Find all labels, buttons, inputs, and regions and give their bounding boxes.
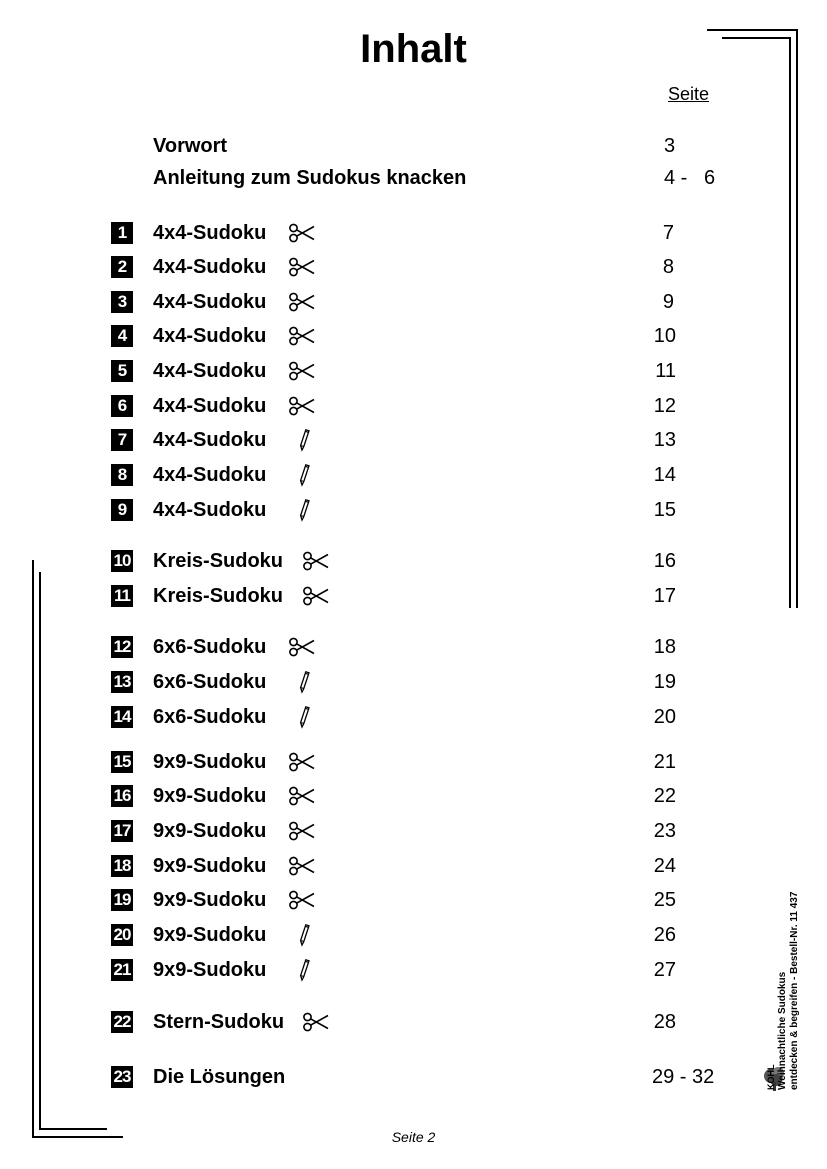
pencil-icon [288, 427, 316, 453]
page-title: Inhalt [360, 27, 467, 71]
toc-page: 11 [655, 360, 676, 382]
chapter-number-badge: 2 [111, 256, 133, 278]
toc-page: 12 [653, 395, 676, 417]
toc-page: 13 [653, 429, 676, 451]
toc-page: 28 [653, 1011, 676, 1033]
scissors-icon [302, 548, 330, 574]
toc-label: 6x6-Sudoku [153, 706, 267, 728]
pencil-icon [288, 497, 316, 523]
pencil-icon [288, 922, 316, 948]
toc-page: 27 [653, 959, 676, 981]
chapter-number-badge: 12 [111, 636, 133, 658]
frame-line-top-inner [722, 37, 790, 39]
chapter-number-badge: 3 [111, 291, 133, 313]
chapter-number-badge: 23 [111, 1066, 133, 1088]
toc-row [0, 495, 827, 525]
toc-label: 4x4-Sudoku [153, 395, 267, 417]
toc-label: 9x9-Sudoku [153, 889, 267, 911]
toc-page: 25 [653, 889, 676, 911]
toc-label: 9x9-Sudoku [153, 751, 267, 773]
chapter-number-badge: 21 [111, 959, 133, 981]
pencil-icon [288, 957, 316, 983]
scissors-icon [288, 887, 316, 913]
toc-row [0, 218, 827, 248]
chapter-number-badge: 13 [111, 671, 133, 693]
chapter-number-badge: 20 [111, 924, 133, 946]
toc-row [0, 546, 827, 576]
toc-label: 9x9-Sudoku [153, 785, 267, 807]
toc-page: 15 [653, 499, 676, 521]
scissors-icon [288, 749, 316, 775]
scissors-icon [288, 358, 316, 384]
sidebar-publisher: KOHL [766, 1064, 776, 1090]
frame-line-top-outer [707, 29, 798, 31]
chapter-number-badge: 1 [111, 222, 133, 244]
scissors-icon [288, 634, 316, 660]
toc-row [0, 747, 827, 777]
scissors-icon [288, 853, 316, 879]
toc-row [0, 632, 827, 662]
chapter-number-badge: 8 [111, 464, 133, 486]
toc-page: 8 [662, 256, 674, 278]
toc-label: 4x4-Sudoku [153, 499, 267, 521]
toc-label: 4x4-Sudoku [153, 360, 267, 382]
publisher-sidebar [765, 892, 801, 1090]
toc-label: 9x9-Sudoku [153, 924, 267, 946]
scissors-icon [288, 254, 316, 280]
toc-row [0, 425, 827, 455]
toc-label: 4x4-Sudoku [153, 429, 267, 451]
scissors-icon [288, 818, 316, 844]
toc-row [0, 460, 827, 490]
toc-row [0, 667, 827, 697]
chapter-number-badge: 15 [111, 751, 133, 773]
toc-label: 6x6-Sudoku [153, 671, 267, 693]
toc-page: 4 - 6 [664, 167, 716, 189]
toc-row [0, 851, 827, 881]
toc-row [0, 781, 827, 811]
toc-row [0, 920, 827, 950]
toc-page: 20 [653, 706, 676, 728]
toc-page: 21 [653, 751, 676, 773]
toc-label: 4x4-Sudoku [153, 325, 267, 347]
chapter-number-badge: 22 [111, 1011, 133, 1033]
toc-label: 6x6-Sudoku [153, 636, 267, 658]
pencil-icon [288, 669, 316, 695]
toc-row [0, 356, 827, 386]
sidebar-order-info: entdecken & begreifen - Bestell-Nr. 11 437 [789, 891, 800, 1090]
toc-page: 14 [653, 464, 676, 486]
toc-page: 17 [653, 585, 676, 607]
chapter-number-badge: 14 [111, 706, 133, 728]
toc-label: 4x4-Sudoku [153, 464, 267, 486]
scissors-icon [288, 783, 316, 809]
pencil-icon [288, 462, 316, 488]
sidebar-book-title: Weihnachtliche Sudokus [777, 971, 788, 1090]
toc-row [0, 816, 827, 846]
chapter-number-badge: 18 [111, 855, 133, 877]
scissors-icon [302, 1009, 330, 1035]
toc-page: 19 [653, 671, 676, 693]
toc-intro-row [0, 163, 827, 193]
scissors-icon [288, 220, 316, 246]
toc-label: Kreis-Sudoku [153, 550, 284, 572]
chapter-number-badge: 6 [111, 395, 133, 417]
scissors-icon [288, 289, 316, 315]
page-footer: Seite 2 [391, 1129, 436, 1145]
toc-page: 29 - 32 [652, 1066, 715, 1088]
chapter-number-badge: 7 [111, 429, 133, 451]
toc-row [0, 1062, 827, 1092]
chapter-number-badge: 17 [111, 820, 133, 842]
toc-row [0, 252, 827, 282]
toc-label: 9x9-Sudoku [153, 820, 267, 842]
toc-label: 4x4-Sudoku [153, 222, 267, 244]
toc-row [0, 287, 827, 317]
toc-row [0, 321, 827, 351]
chapter-number-badge: 19 [111, 889, 133, 911]
toc-label: 9x9-Sudoku [153, 855, 267, 877]
pencil-icon [288, 704, 316, 730]
toc-page: 22 [653, 785, 676, 807]
toc-row [0, 581, 827, 611]
toc-page: 26 [653, 924, 676, 946]
toc-page: 16 [653, 550, 676, 572]
chapter-number-badge: 5 [111, 360, 133, 382]
page-column-header: Seite [668, 84, 710, 104]
toc-label: 4x4-Sudoku [153, 291, 267, 313]
toc-label: Vorwort [153, 135, 228, 157]
scissors-icon [288, 323, 316, 349]
toc-label: Stern-Sudoku [153, 1011, 285, 1033]
toc-page: 7 [662, 222, 674, 244]
toc-page: 3 [664, 135, 676, 157]
chapter-number-badge: 9 [111, 499, 133, 521]
toc-row [0, 391, 827, 421]
toc-label: 9x9-Sudoku [153, 959, 267, 981]
toc-row [0, 885, 827, 915]
toc-row [0, 702, 827, 732]
toc-label: Die Lösungen [153, 1066, 286, 1088]
toc-label: Anleitung zum Sudokus knacken [153, 167, 467, 189]
toc-label: 4x4-Sudoku [153, 256, 267, 278]
toc-label: Kreis-Sudoku [153, 585, 284, 607]
toc-intro-row [0, 131, 827, 161]
chapter-number-badge: 4 [111, 325, 133, 347]
toc-row [0, 1007, 827, 1037]
toc-page: 24 [653, 855, 676, 877]
chapter-number-badge: 11 [111, 585, 133, 607]
toc-page: 18 [653, 636, 676, 658]
chapter-number-badge: 10 [111, 550, 133, 572]
chapter-number-badge: 16 [111, 785, 133, 807]
toc-row [0, 955, 827, 985]
scissors-icon [288, 393, 316, 419]
scissors-icon [302, 583, 330, 609]
toc-page: 23 [653, 820, 676, 842]
toc-page: 10 [653, 325, 676, 347]
toc-page: 9 [662, 291, 674, 313]
